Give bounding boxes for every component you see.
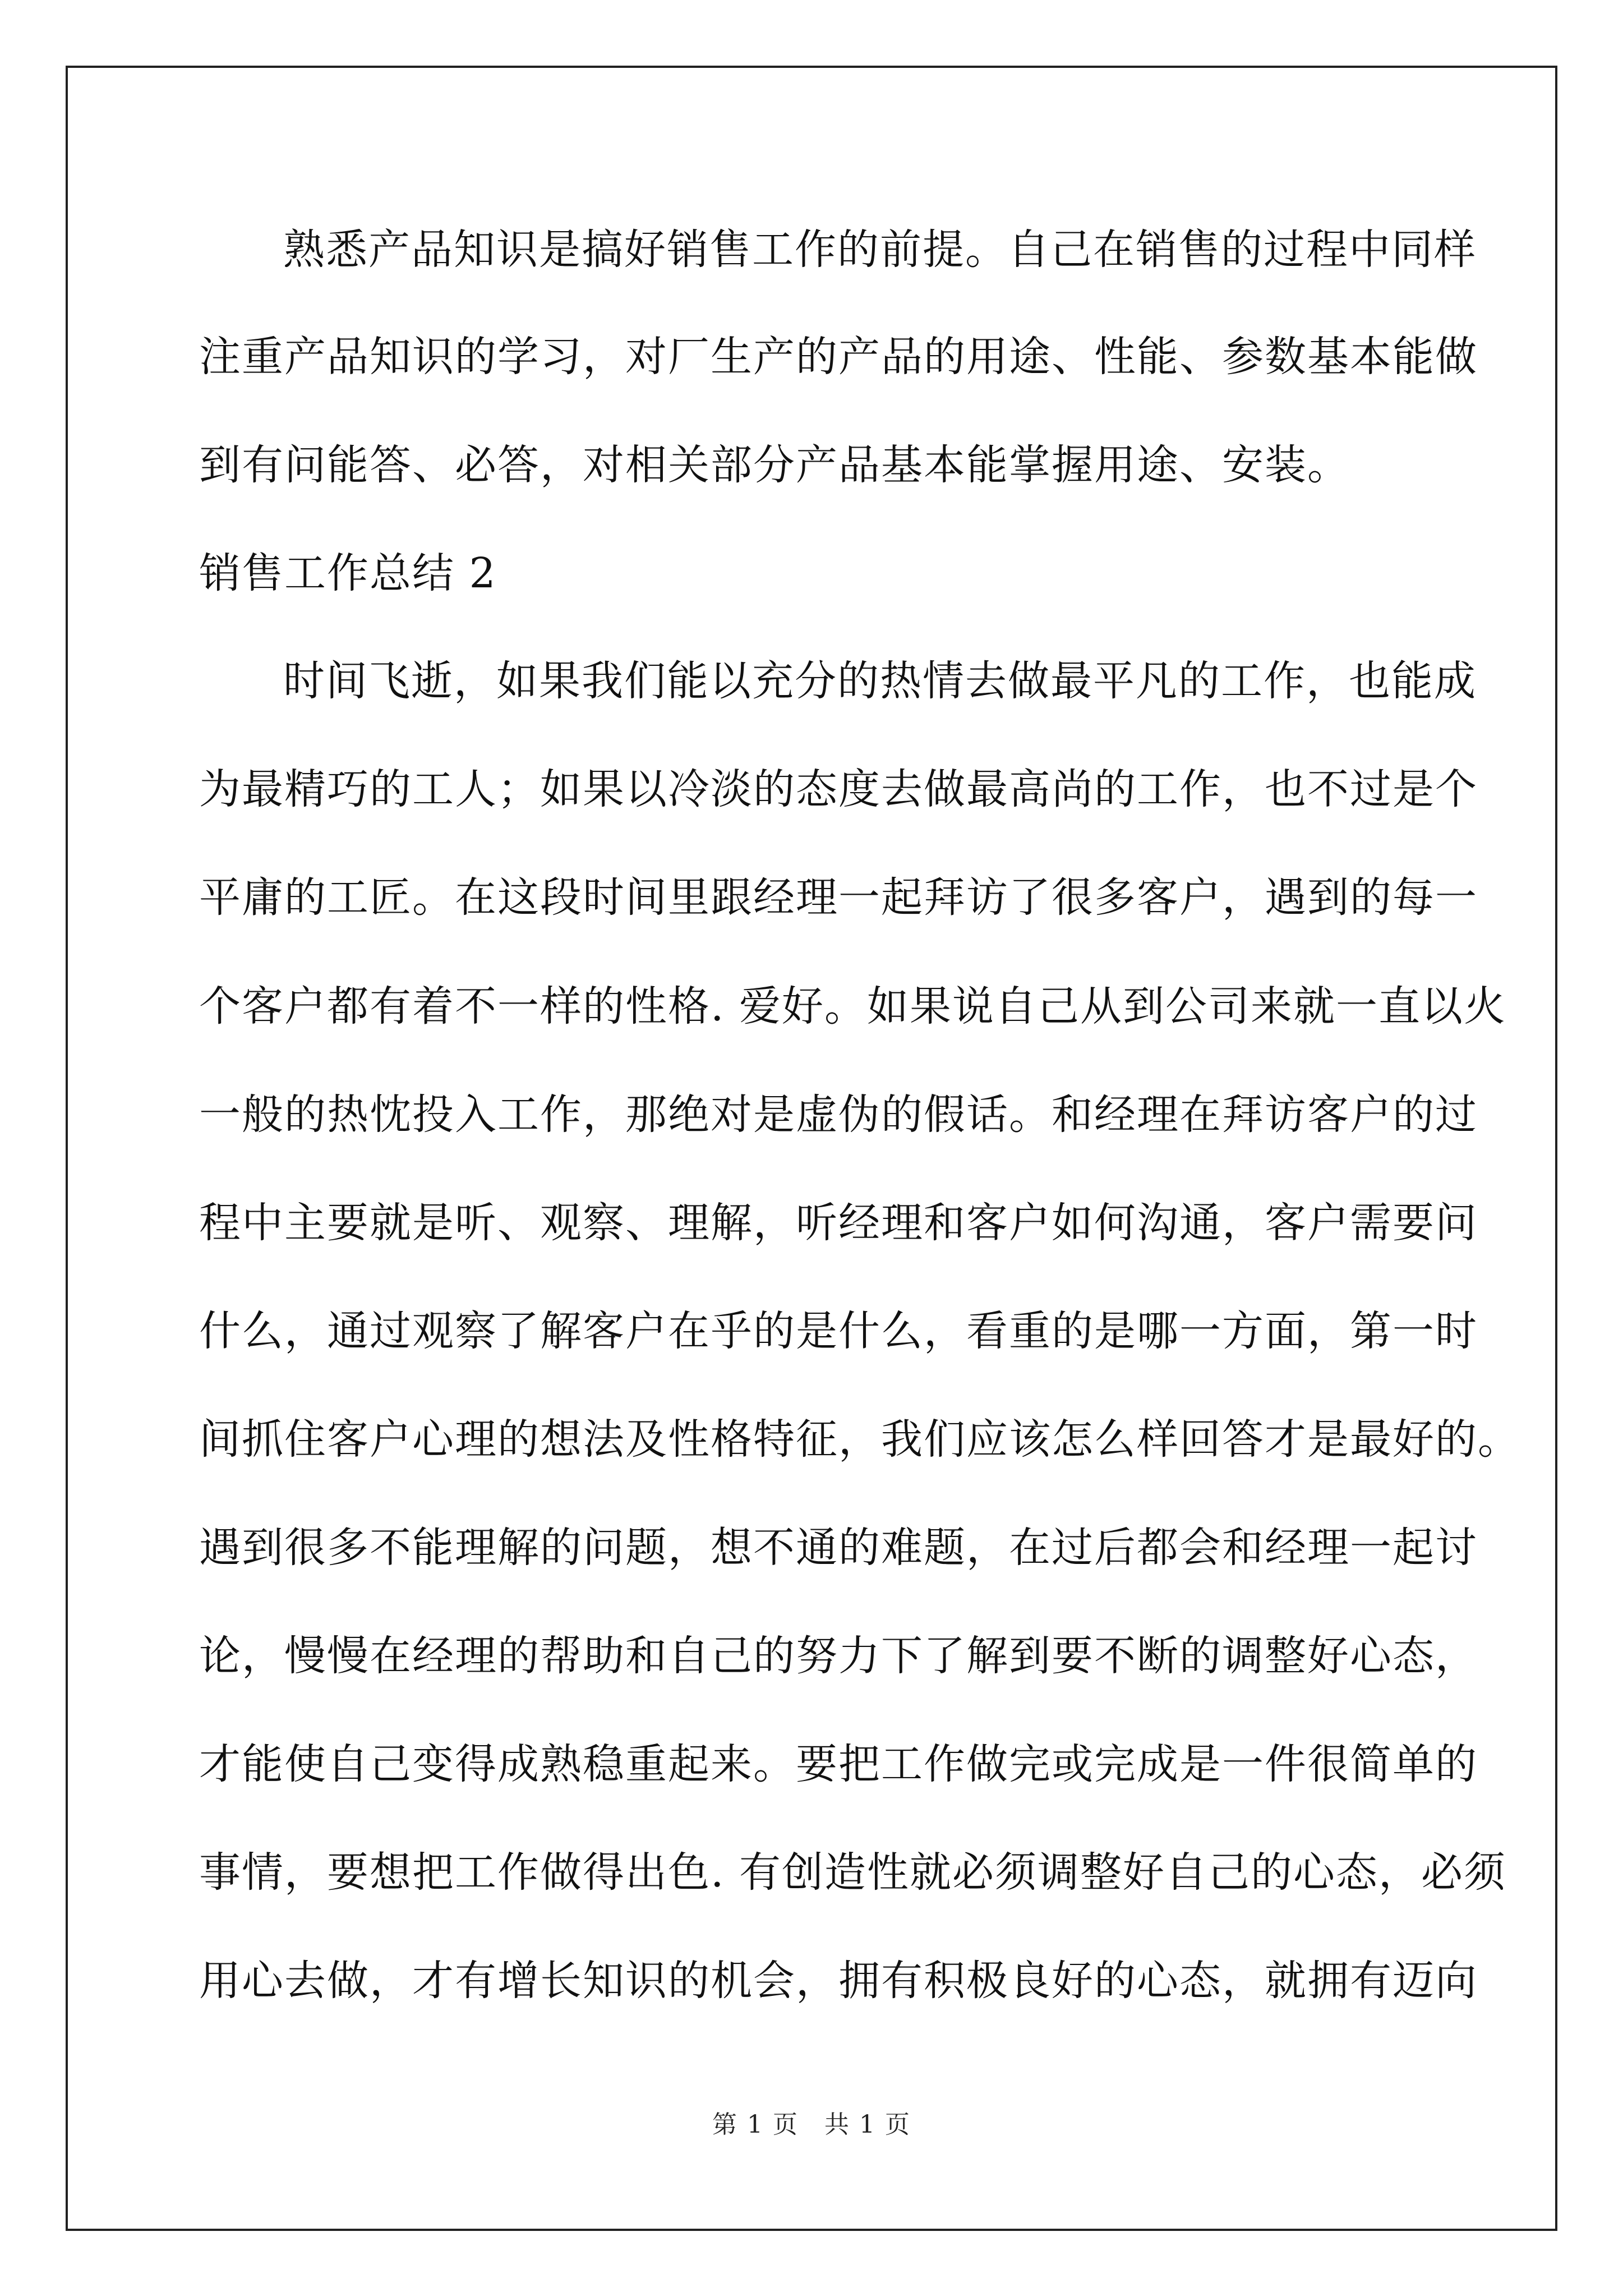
paragraph-line: 为最精巧的工人；如果以冷淡的态度去做最高尚的工作，也不过是个 bbox=[199, 765, 1478, 813]
paragraph-line: 论，慢慢在经理的帮助和自己的努力下了解到要不断的调整好心态， bbox=[199, 1632, 1478, 1680]
paragraph-line: 程中主要就是听、观察、理解，听经理和客户如何沟通，客户需要问 bbox=[199, 1199, 1478, 1247]
paragraph-line: 事情，要想把工作做得出色. 有创造性就必须调整好自己的心态，必须 bbox=[199, 1848, 1507, 1897]
paragraph-line: 用心去做，才有增长知识的机会，拥有积极良好的心态，就拥有迈向 bbox=[199, 1957, 1478, 2005]
paragraph-line: 个客户都有着不一样的性格. 爱好。如果说自己从到公司来就一直以火 bbox=[199, 982, 1507, 1030]
paragraph-line: 时间飞逝，如果我们能以充分的热情去做最平凡的工作，也能成 bbox=[283, 657, 1477, 705]
page-border bbox=[66, 66, 1557, 2231]
paragraph-line: 熟悉产品知识是搞好销售工作的前提。自己在销售的过程中同样 bbox=[283, 226, 1477, 274]
paragraph-line: 间抓住客户心理的想法及性格特征，我们应该怎么样回答才是最好的。 bbox=[199, 1415, 1520, 1464]
paragraph-line: 才能使自己变得成熟稳重起来。要把工作做完或完成是一件很简单的 bbox=[199, 1740, 1478, 1788]
paragraph-line: 平庸的工匠。在这段时间里跟经理一起拜访了很多客户，遇到的每一 bbox=[199, 873, 1478, 922]
paragraph-line: 注重产品知识的学习，对厂生产的产品的用途、性能、参数基本能做 bbox=[199, 333, 1478, 381]
paragraph-line: 到有问能答、必答，对相关部分产品基本能掌握用途、安装。 bbox=[199, 441, 1350, 489]
page-footer: 第 1 页 共 1 页 bbox=[712, 2110, 911, 2139]
paragraph-line: 遇到很多不能理解的问题，想不通的难题，在过后都会和经理一起讨 bbox=[199, 1524, 1478, 1572]
section-heading: 销售工作总结 2 bbox=[199, 549, 497, 597]
paragraph-line: 一般的热忱投入工作，那绝对是虚伪的假话。和经理在拜访客户的过 bbox=[199, 1091, 1478, 1139]
paragraph-line: 什么，通过观察了解客户在乎的是什么，看重的是哪一方面，第一时 bbox=[199, 1307, 1478, 1355]
